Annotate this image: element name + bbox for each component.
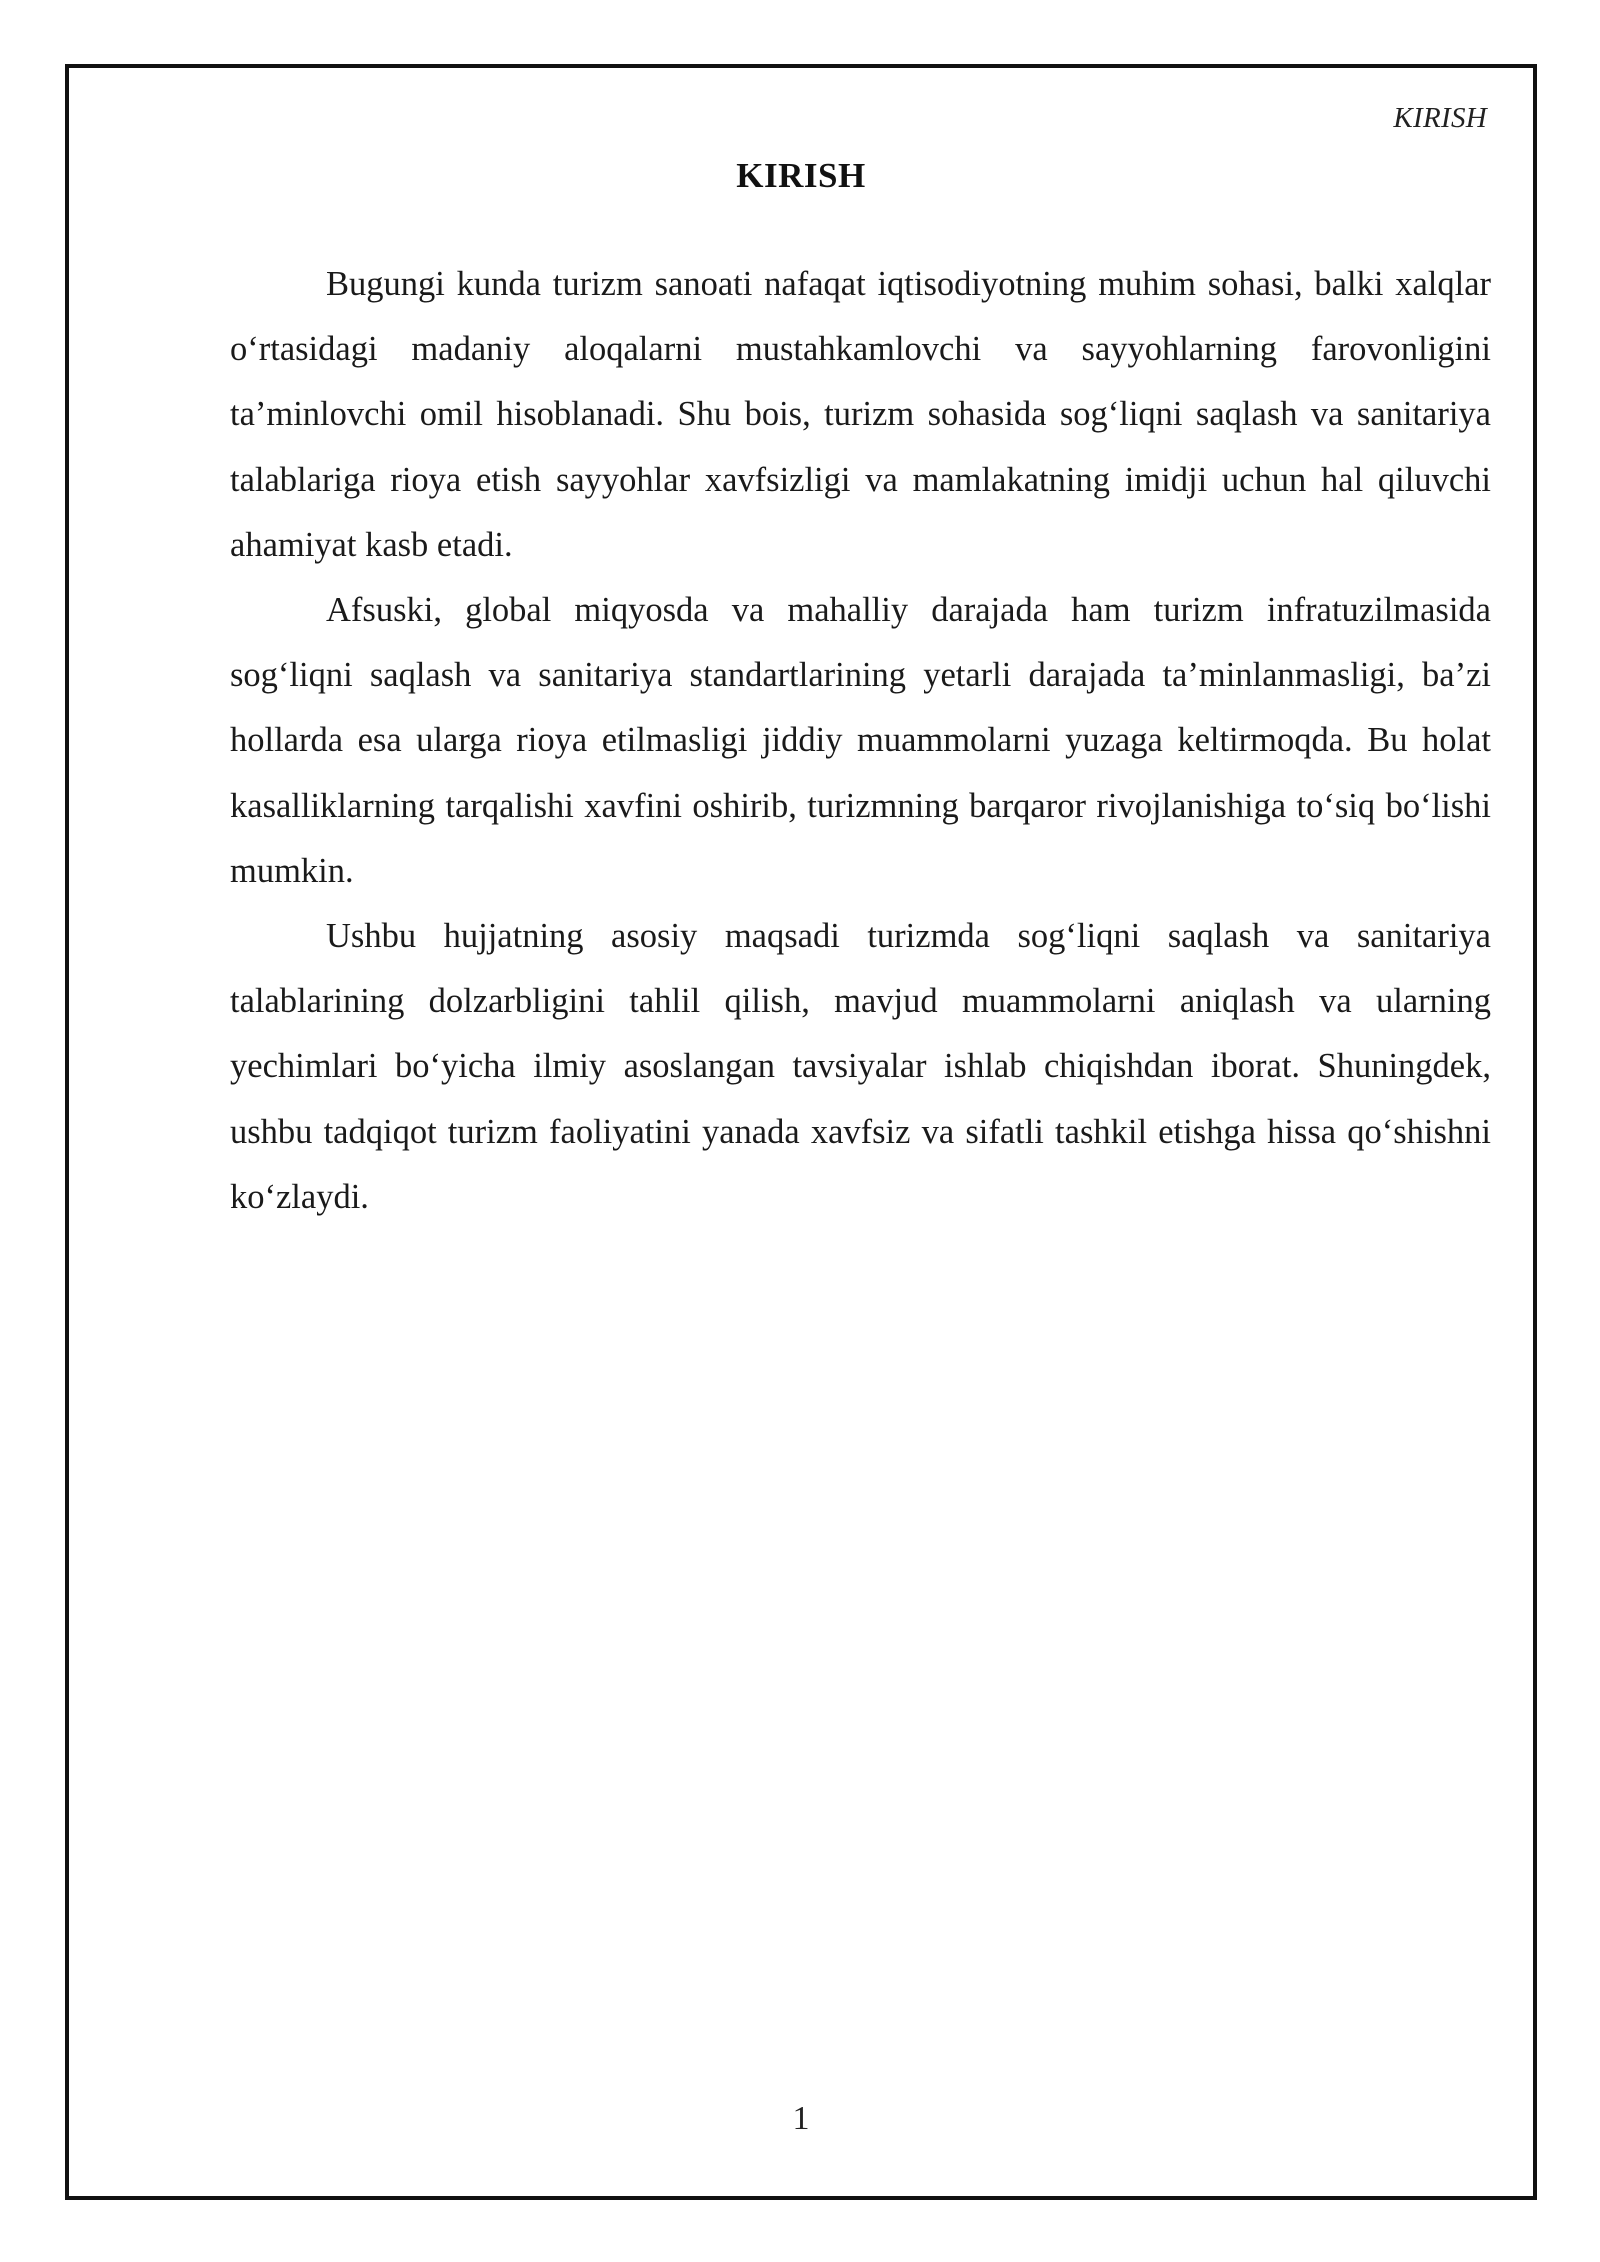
page-frame (65, 64, 1537, 2200)
paragraph-2: Afsuski, global miqyosda va mahalliy darajada ham turizm infratuzilmasida sog‘liqni saqlash va sanitariya standartlarining yetarli darajada ta’minlanmasligi, ba’zi hollarda esa ularga rioya etilmasligi jiddiy muammolarni yuzaga keltirmoqda. Bu holat kasalliklarning tarqalishi xavfini oshirib, turizmning barqaror rivojlanishiga to‘siq bo‘lishi mumkin. (230, 591, 1491, 890)
page-title: KIRISH (736, 156, 866, 195)
page-number: 1 (792, 2100, 810, 2137)
body-text (230, 252, 1491, 1230)
paragraph-3: Ushbu hujjatning asosiy maqsadi turizmda sog‘liqni saqlash va sanitariya talablarining dolzarbligini tahlil qilish, mavjud muammolarni aniqlash va ularning yechimlari bo‘yicha ilmiy asoslangan tavsiyalar ishlab chiqishdan iborat. Shuningdek, ushbu tadqiqot turizm faoliyatini yanada xavfsiz va sifatli tashkil etishga hissa qo‘shishni ko‘zlaydi. (230, 917, 1491, 1216)
paragraph-1: Bugungi kunda turizm sanoati nafaqat iqtisodiyotning muhim sohasi, balki xalqlar o‘rtasidagi madaniy aloqalarni mustahkamlovchi va sayyohlarning farovonligini ta’minlovchi omil hisoblanadi. Shu bois, turizm sohasida sog‘liqni saqlash va sanitariya talablariga rioya etish sayyohlar xavfsizligi va mamlakatning imidji uchun hal qiluvchi ahamiyat kasb etadi. (230, 265, 1491, 564)
running-header: KIRISH (1393, 102, 1487, 134)
